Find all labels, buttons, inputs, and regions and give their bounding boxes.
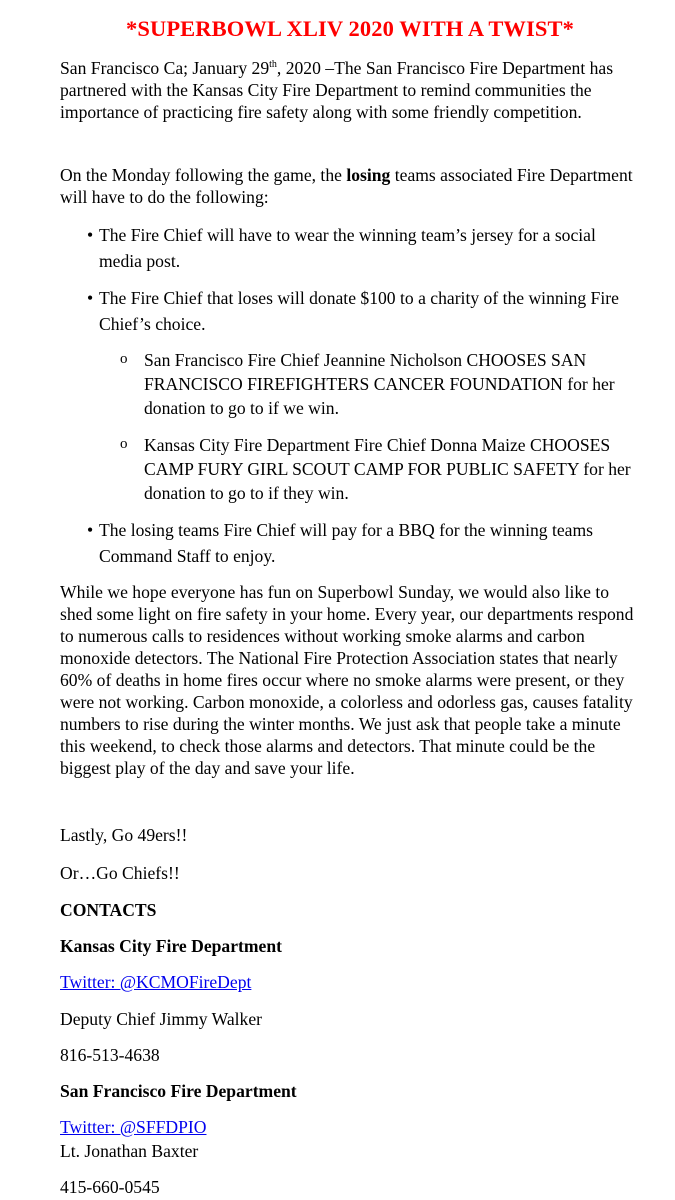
- sf-contact-person: Lt. Jonathan Baxter: [60, 1141, 199, 1161]
- bullet-mark: •: [87, 225, 94, 245]
- kc-phone: 816-513-4638: [60, 1045, 160, 1065]
- monday-after: teams associated Fire Department will have to do the following:: [60, 165, 633, 207]
- lastly-line: Lastly, Go 49ers!!: [60, 825, 188, 845]
- sub-bullet-mark: o: [120, 351, 128, 367]
- intro-paragraph: [60, 57, 640, 123]
- intro-ordinal: th: [269, 59, 277, 71]
- sf-department-name: San Francisco Fire Department: [60, 1081, 297, 1101]
- sub-bullet-text: Kansas City Fire Department Fire Chief Donna Maize CHOOSES CAMP FURY GIRL SCOUT CAMP FOR PUBLIC SAFETY for her donation to go to if they win.: [144, 435, 631, 503]
- contacts-heading: CONTACTS: [60, 900, 157, 920]
- intro-suffix: , 2020 –The San Francisco Fire Department has partnered with the Kansas City Fire Department to remind communities the importance of practicing fire safety along with some friendly competition.: [60, 58, 614, 122]
- kc-twitter-link[interactable]: Twitter: @KCMOFireDept: [60, 972, 252, 992]
- bullet-item-donation: [87, 285, 619, 337]
- sub-bullet-mark: o: [120, 436, 128, 452]
- bullet-item-jersey: [87, 222, 619, 274]
- page-title: *SUPERBOWL XLIV 2020 WITH A TWIST*: [126, 16, 574, 41]
- bullet-mark: •: [87, 288, 94, 308]
- losing-word: losing: [346, 165, 391, 185]
- bullet-text: The Fire Chief will have to wear the winning team’s jersey for a social media post.: [99, 225, 596, 271]
- kc-contact-person: Deputy Chief Jimmy Walker: [60, 1009, 263, 1029]
- intro-prefix: San Francisco Ca; January 29: [60, 58, 270, 78]
- sub-bullet-sf: [120, 348, 638, 420]
- or-line: Or…Go Chiefs!!: [60, 863, 180, 883]
- sub-bullet-text: San Francisco Fire Chief Jeannine Nicholson CHOOSES SAN FRANCISCO FIREFIGHTERS CANCER FOUNDATION for her donation to go to if we win.: [144, 350, 615, 418]
- monday-before: On the Monday following the game, the: [60, 165, 347, 185]
- bullet-text: The losing teams Fire Chief will pay for a BBQ for the winning teams Command Staff to enjoy.: [99, 520, 593, 566]
- bullet-item-bbq: [87, 517, 639, 569]
- sub-bullet-kc: [120, 433, 638, 505]
- sf-phone: 415-660-0545: [60, 1177, 160, 1197]
- sf-twitter-link[interactable]: Twitter: @SFFDPIO: [60, 1117, 207, 1137]
- bullet-mark: •: [87, 520, 94, 540]
- monday-paragraph: [60, 164, 640, 208]
- bullet-text: The Fire Chief that loses will donate $100 to a charity of the winning Fire Chief’s choice.: [99, 288, 619, 334]
- kc-department-name: Kansas City Fire Department: [60, 936, 283, 956]
- safety-paragraph: While we hope everyone has fun on Superbowl Sunday, we would also like to shed some light on fire safety in your home. Every year, our departments respond to numerous calls to residences without working smoke alarms and carbon monoxide detectors. The National Fire Protection Association states that nearly 60% of deaths in home fires occur where no smoke alarms were present, or they were not working. Carbon monoxide, a colorless and odorless gas, causes fatality numbers to rise during the winter months. We just ask that people take a minute this weekend, to check those alarms and detectors. That minute could be the biggest play of the day and save your life.: [60, 582, 634, 778]
